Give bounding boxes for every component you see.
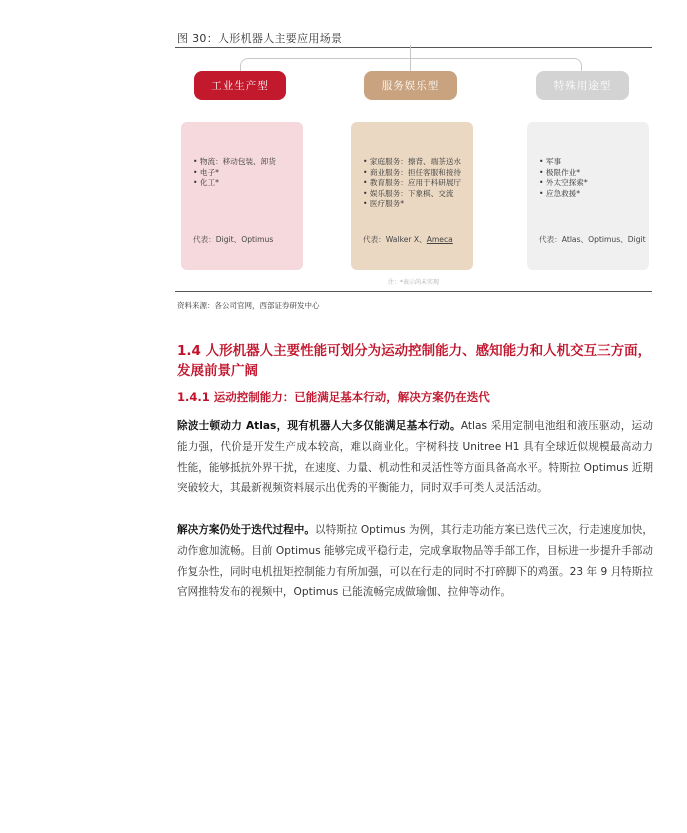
list-item: • 家庭服务：擦背、端茶送水 bbox=[363, 157, 463, 168]
industrial-items bbox=[193, 157, 293, 189]
rep-prefix: 代表： bbox=[363, 235, 386, 244]
figure-title: 图 30：人形机器人主要应用场景 bbox=[177, 32, 343, 45]
rep-ameca: Ameca bbox=[426, 235, 453, 244]
list-item: • 教育服务：应用于科研展厅 bbox=[363, 178, 463, 189]
list-item: • 极限作业* bbox=[539, 168, 639, 179]
list-item: • 物流：移动包装、卸货 bbox=[193, 157, 293, 168]
service-items bbox=[363, 157, 463, 210]
figure-source: 资料来源：各公司官网，西部证券研发中心 bbox=[177, 301, 320, 310]
paragraph-body: 以特斯拉 Optimus 为例，其行走功能方案已迭代三次，行走速度加快，动作愈加流畅。目前 Optimus 能够完成平稳行走，完成拿取物品等手部工作，目标进一步提升手部动作复杂性，同时电机扭矩控制能力有所加强，可以在行走的同时不打碎脚下的鸡蛋。23 年 9 月特斯拉官网推特发布的视频中，Optimus 已能流畅完成做瑜伽、拉伸等动作。 bbox=[177, 524, 654, 599]
list-item: • 娱乐服务：下象棋、交流 bbox=[363, 189, 463, 200]
list-item: • 应急救援* bbox=[539, 189, 639, 200]
figure-top-rule bbox=[175, 47, 652, 48]
special-items bbox=[539, 157, 639, 199]
list-item: • 电子* bbox=[193, 168, 293, 179]
section-heading: 1.4 人形机器人主要性能可划分为运动控制能力、感知能力和人机交互三方面，发展前景广阔 bbox=[177, 343, 652, 379]
paragraph-lead: 除波士顿动力 Atlas，现有机器人大多仅能满足基本行动。 bbox=[177, 420, 461, 432]
paragraph-body: Atlas 采用定制电池组和液压驱动，运动能力强，代价是开发生产成本较高，难以商业化。宇树科技 Unitree H1 具有全球近似规模最高动力性能，能够抵抗外界干扰，在速度、力量、机动性和灵活性等方面具备高水平。特斯拉 Optimus 近期突破较大，其最新视频资料展示出优秀的平衡能力，同时双手可类人灵活活动。 bbox=[177, 420, 653, 495]
category-special-label: 特殊用途型 bbox=[536, 71, 629, 100]
tree-connector bbox=[240, 58, 582, 72]
rep-walker: Walker X、 bbox=[385, 235, 427, 244]
paragraph-atlas bbox=[177, 416, 653, 499]
paragraph-optimus bbox=[177, 520, 653, 603]
service-representatives bbox=[363, 234, 453, 245]
list-item: • 军事 bbox=[539, 157, 639, 168]
paragraph-lead: 解决方案仍处于迭代过程中。 bbox=[177, 524, 315, 536]
subsection-heading: 1.4.1 运动控制能力：已能满足基本行动，解决方案仍在迭代 bbox=[177, 390, 490, 404]
list-item: • 医疗服务* bbox=[363, 199, 463, 210]
figure-bottom-rule bbox=[175, 291, 652, 292]
list-item: • 商业服务：担任客服和接待 bbox=[363, 168, 463, 179]
industrial-box bbox=[181, 122, 303, 270]
industrial-representatives: 代表：Digit、Optimus bbox=[193, 235, 274, 244]
special-representatives: 代表：Atlas、Optimus、Digit bbox=[539, 235, 646, 244]
figure-note: 注：*表示尚未实现 bbox=[388, 279, 440, 286]
category-service-label: 服务娱乐型 bbox=[364, 71, 457, 100]
tree-stem bbox=[410, 45, 411, 71]
list-item: • 化工* bbox=[193, 178, 293, 189]
special-box bbox=[527, 122, 649, 270]
list-item: • 外太空探索* bbox=[539, 178, 639, 189]
service-box bbox=[351, 122, 473, 270]
category-industrial-label: 工业生产型 bbox=[194, 71, 286, 100]
